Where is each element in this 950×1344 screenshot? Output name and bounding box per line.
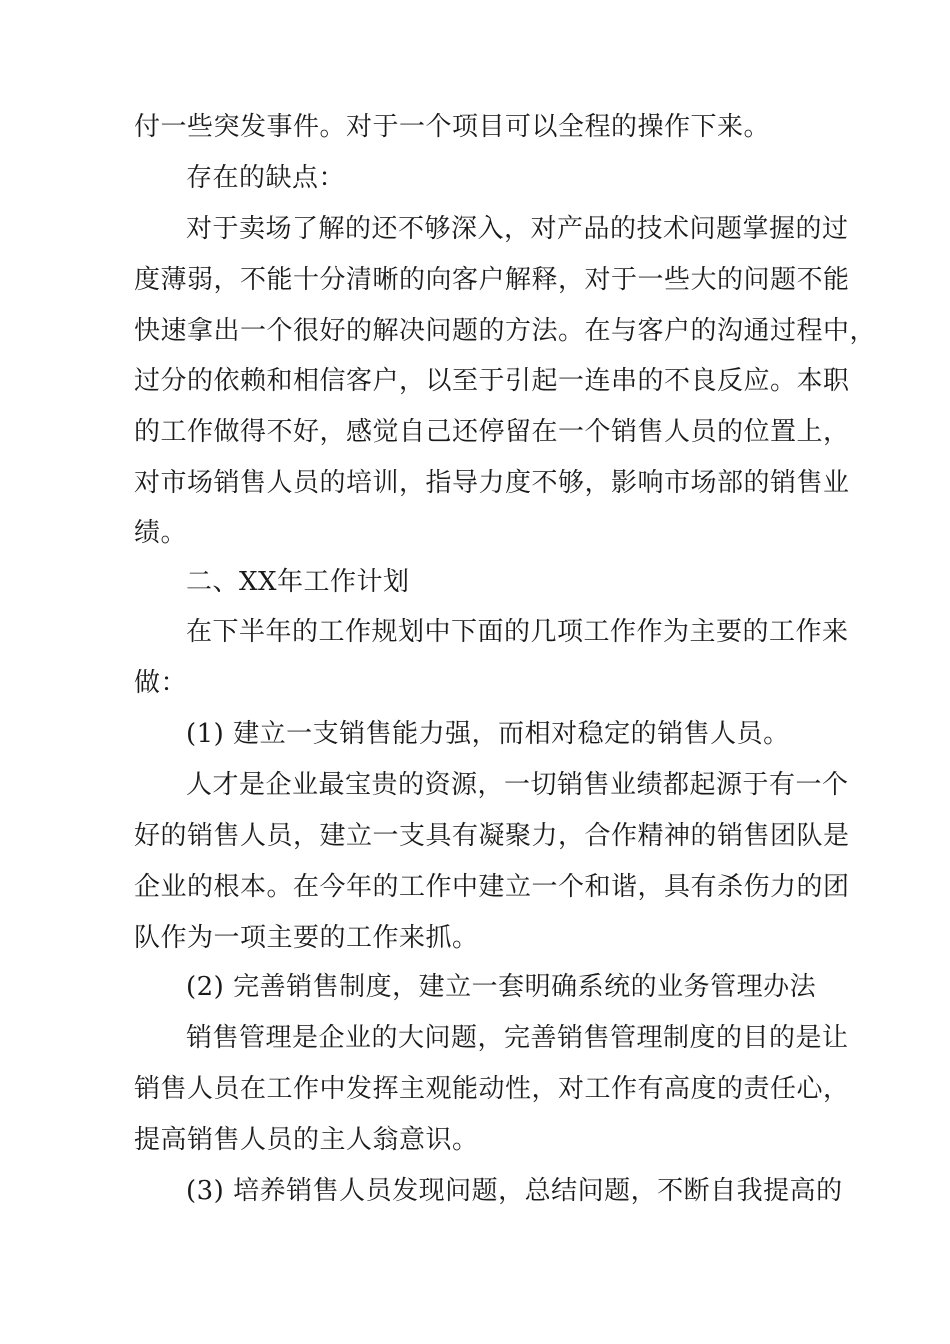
text-line: 的工作做得不好，感觉自己还停留在一个销售人员的位置上， bbox=[134, 417, 850, 447]
text-line: 快速拿出一个很好的解决问题的方法。在与客户的沟通过程中， bbox=[134, 316, 877, 346]
text-line: 提高销售人员的主人翁意识。 bbox=[134, 1125, 479, 1155]
list-item-heading: (1) 建立一支销售能力强，而相对稳定的销售人员。 bbox=[186, 719, 790, 749]
text-line: 在下半年的工作规划中下面的几项工作作为主要的工作来 bbox=[186, 617, 849, 647]
text-line: 销售人员在工作中发挥主观能动性，对工作有高度的责任心， bbox=[134, 1074, 850, 1104]
list-item-heading: (3) 培养销售人员发现问题，总结问题，不断自我提高的 bbox=[186, 1176, 843, 1206]
text-line: 人才是企业最宝贵的资源，一切销售业绩都起源于有一个 bbox=[186, 770, 849, 800]
text-line: 绩。 bbox=[134, 518, 188, 548]
text-line: 做： bbox=[134, 668, 188, 698]
text-line: 度薄弱，不能十分清晰的向客户解释，对于一些大的问题不能 bbox=[134, 265, 850, 295]
text-line: 对于卖场了解的还不够深入，对产品的技术问题掌握的过 bbox=[186, 214, 849, 244]
text-line: 付一些突发事件。对于一个项目可以全程的操作下来。 bbox=[134, 112, 771, 142]
text-line: 队作为一项主要的工作来抓。 bbox=[134, 923, 479, 953]
text-line: 好的销售人员，建立一支具有凝聚力，合作精神的销售团队是 bbox=[134, 821, 850, 851]
text-line: 销售管理是企业的大问题，完善销售管理制度的目的是让 bbox=[186, 1023, 849, 1053]
section-heading: 二、XX年工作计划 bbox=[186, 567, 410, 597]
text-line: 过分的依赖和相信客户，以至于引起一连串的不良反应。本职 bbox=[134, 366, 850, 396]
list-item-heading: (2) 完善销售制度，建立一套明确系统的业务管理办法 bbox=[186, 972, 817, 1002]
section-heading: 存在的缺点： bbox=[186, 163, 346, 193]
text-line: 对市场销售人员的培训，指导力度不够，影响市场部的销售业 bbox=[134, 468, 850, 498]
text-line: 企业的根本。在今年的工作中建立一个和谐，具有杀伤力的团 bbox=[134, 872, 850, 902]
